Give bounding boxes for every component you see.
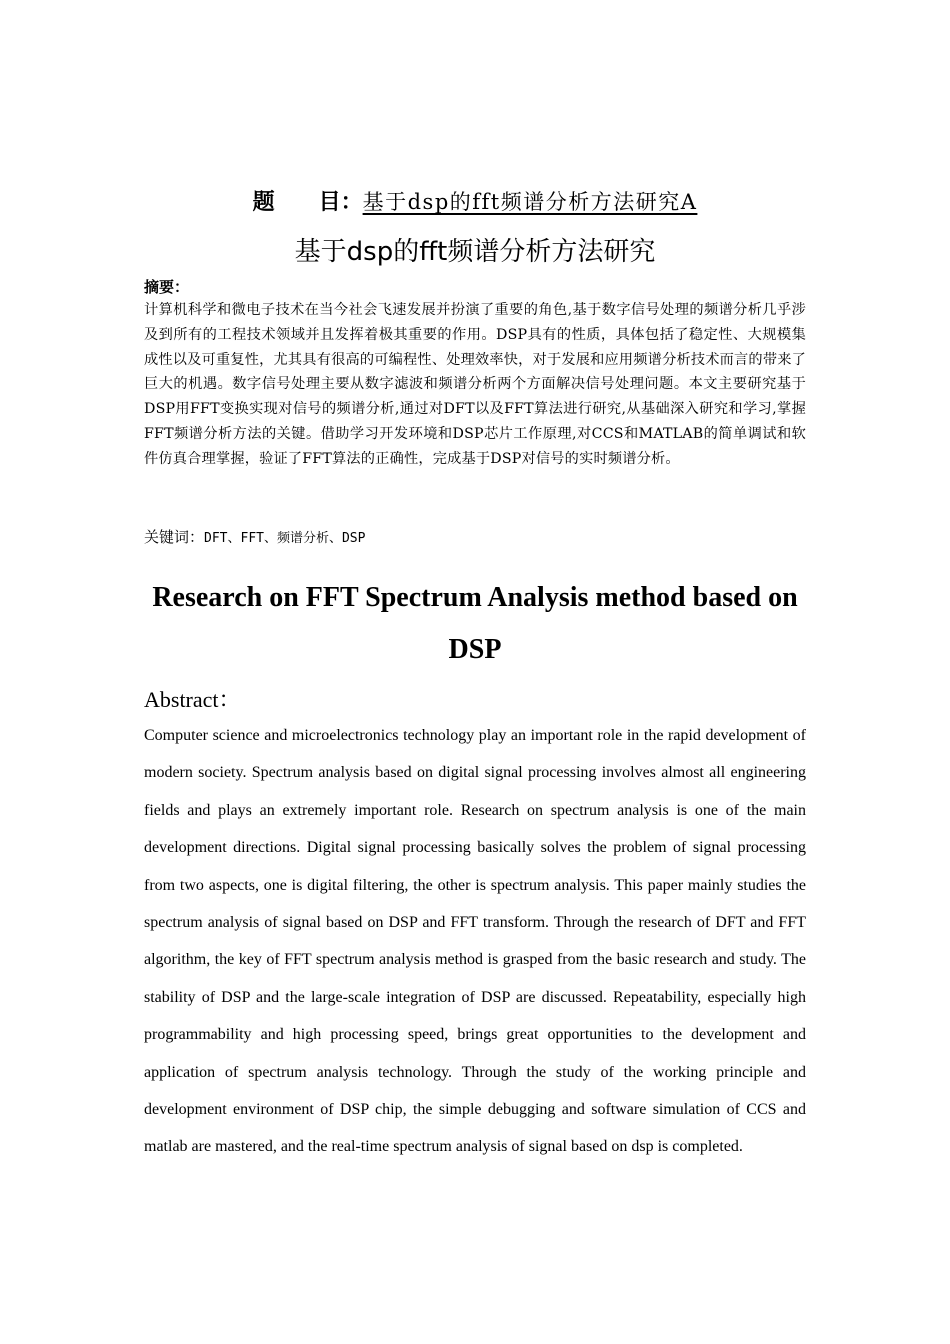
chinese-abstract-heading: 摘要： (144, 278, 190, 296)
english-title-line-2: DSP (448, 634, 502, 665)
topic-label: 题 目： (252, 190, 363, 215)
english-title (144, 572, 806, 676)
chinese-title: 基于dsp的fft频谱分析方法研究 (294, 237, 656, 267)
english-abstract-body: Computer science and microelectronics technology play an important role in the rapid development of modern society. Spectrum analysis based on digital signal processing involves almost all engineering fields and plays an extremely important role. Research on spectrum analysis is one of the main development directions. Digital signal processing basically solves the problem of signal processing from two aspects, one is digital filtering, the other is spectrum analysis. This paper mainly studies the spectrum analysis of signal based on DSP and FFT transform. Through the research of DFT and FFT algorithm, the key of FFT spectrum analysis method is grasped from the basic research and study. The stability of DSP and the large-scale integration of DSP are discussed. Repeatability, especially high programmability and high processing speed, brings great opportunities to the development and application of spectrum analysis technology. Through the study of the working principle and development environment of DSP chip, the simple debugging and software simulation of CCS and matlab are mastered, and the real-time spectrum analysis of signal based on dsp is completed. (144, 727, 806, 1156)
topic-line (0, 184, 950, 220)
keywords-label: 关键词： (144, 528, 205, 546)
keywords-value: DFT、FFT、频谱分析、DSP (204, 531, 366, 546)
chinese-abstract-body: 计算机科学和微电子技术在当今社会飞速发展并扮演了重要的角色,基于数字信号处理的频谱分析几乎涉及到所有的工程技术领域并且发挥着极其重要的作用。DSP具有的性质，具体包括了稳定性、大规模集成性以及可重复性，尤其具有很高的可编程性、处理效率快，对于发展和应用频谱分析技术而言的带来了巨大的机遇。数字信号处理主要从数字滤波和频谱分析两个方面解决信号处理问题。本文主要研究基于DSP用FFT变换实现对信号的频谱分析,通过对DFT以及FFT算法进行研究,从基础深入研究和学习,掌握FFT频谱分析方法的关键。借助学习开发环境和DSP芯片工作原理,对CCS和MATLAB的简单调试和软件仿真合理掌握，验证了FFT算法的正确性，完成基于DSP对信号的实时频谱分析。 (144, 302, 806, 467)
english-abstract-heading: Abstract： (144, 687, 241, 712)
keywords-line (144, 524, 806, 552)
topic-value: 基于dsp的fft频谱分析方法研究A (362, 190, 698, 214)
english-title-line-1: Research on FFT Spectrum Analysis method based on (152, 582, 798, 613)
